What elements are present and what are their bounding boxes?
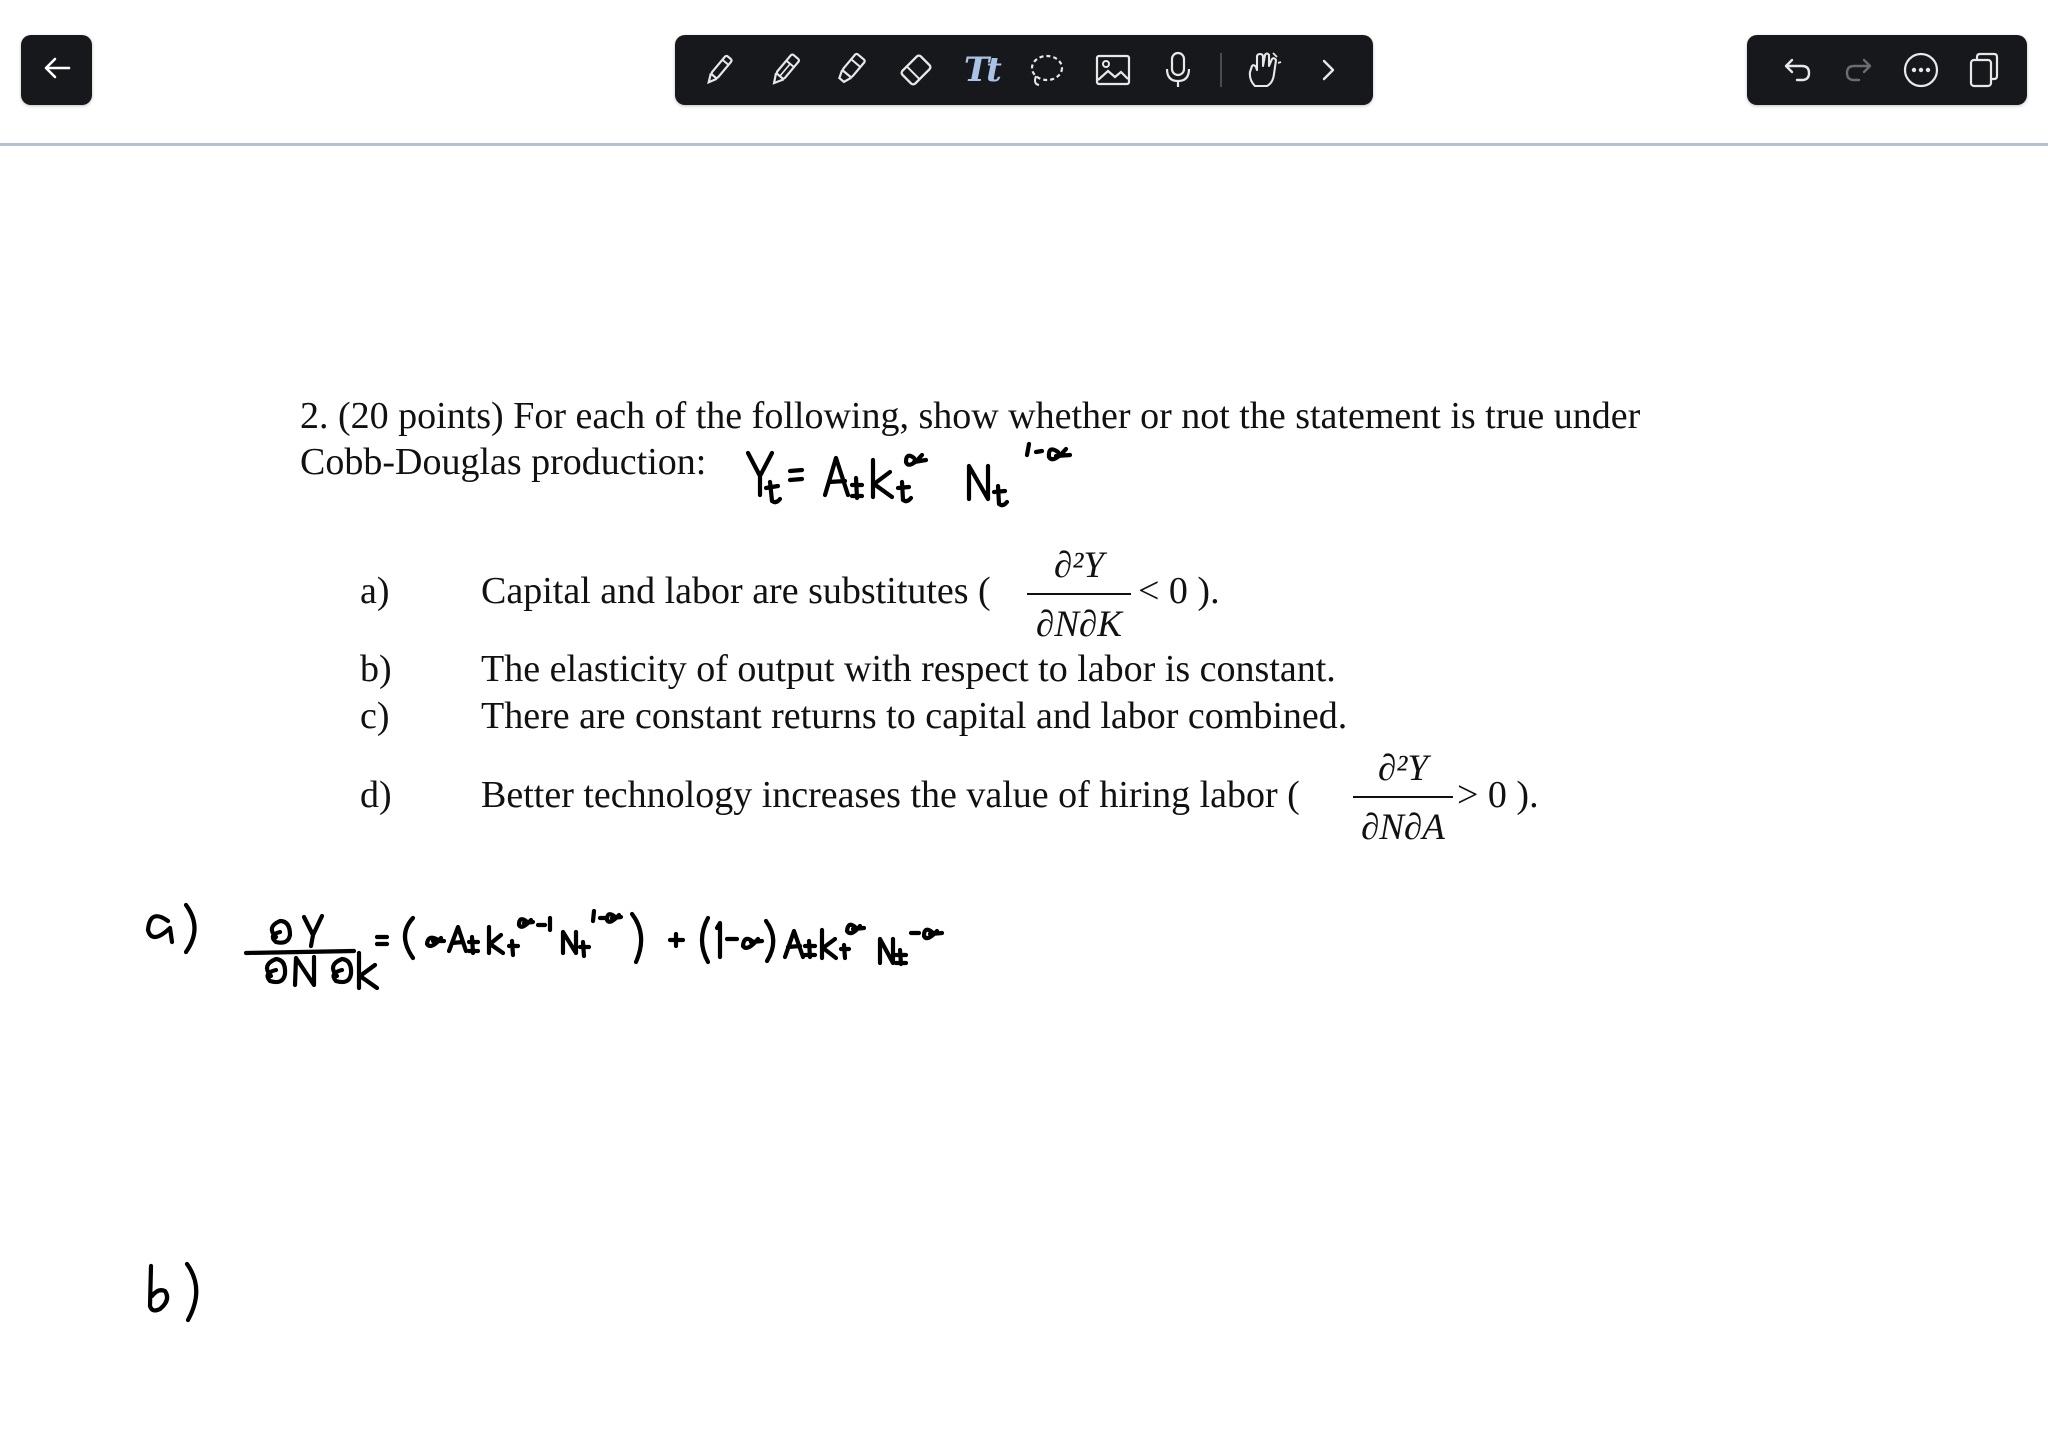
- item-a-relation: < 0 ).: [1138, 570, 1220, 612]
- item-c-label: c): [360, 695, 390, 737]
- item-a-text: Capital and labor are substitutes (: [481, 570, 991, 612]
- item-d-frac-num: ∂²Y: [1378, 748, 1428, 789]
- item-c-text: There are constant returns to capital and labor combined.: [481, 695, 1348, 737]
- answer-b-label: [150, 1264, 196, 1320]
- item-a-frac-den: ∂N∂K: [1036, 604, 1122, 645]
- item-d-frac-den: ∂N∂A: [1361, 807, 1445, 848]
- question-line-1: 2. (20 points) For each of the following, show whether or not the statement is true under: [300, 395, 1641, 437]
- item-b-text: The elasticity of output with respect to labor is constant.: [481, 648, 1336, 690]
- item-a-frac-num: ∂²Y: [1054, 545, 1104, 586]
- answer-a-expression: [246, 911, 942, 988]
- answer-a-label: [148, 905, 195, 952]
- item-d-relation: > 0 ).: [1457, 774, 1539, 816]
- item-d-text: Better technology increases the value of hiring labor (: [481, 774, 1300, 816]
- question-line-2: Cobb-Douglas production:: [300, 441, 707, 483]
- item-b-label: b): [360, 648, 392, 690]
- item-d-label: d): [360, 774, 392, 816]
- text-tool-icon: Tt: [963, 50, 999, 90]
- item-a-label: a): [360, 570, 390, 612]
- handwritten-production-function: [748, 444, 1070, 505]
